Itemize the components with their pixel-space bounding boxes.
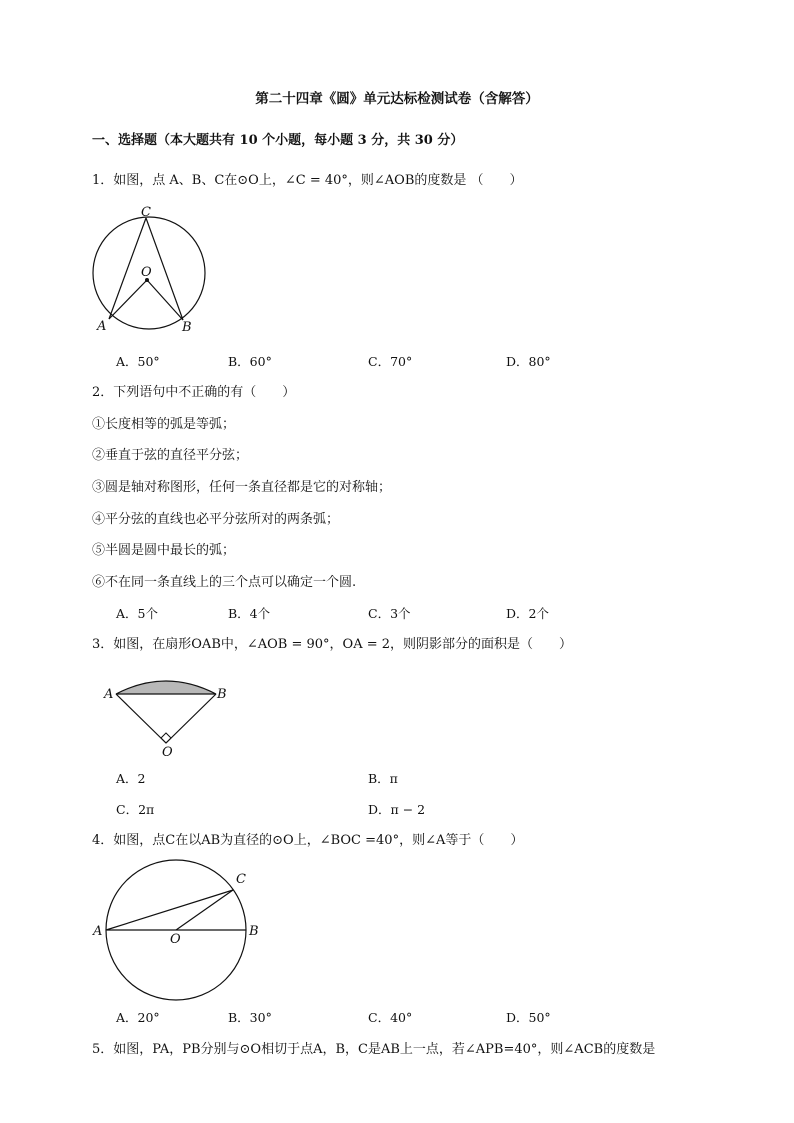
question-1-figure bbox=[85, 205, 215, 340]
q2-statement-6: ⑥不在同一条直线上的三个点可以确定一个圆. bbox=[92, 575, 357, 590]
q1-label-b: B bbox=[182, 320, 192, 335]
q2-option-c[interactable]: C．3个 bbox=[368, 606, 411, 621]
q4-label-b: B bbox=[249, 924, 259, 939]
question-1-text: 1．如图，点 A、B、C在⊙O上，∠C = 40°，则∠AOB的度数是 （ ） bbox=[92, 173, 523, 188]
q4-option-d[interactable]: D．50° bbox=[506, 1010, 551, 1025]
q4-label-c: C bbox=[236, 872, 246, 887]
q3-option-a[interactable]: A．2 bbox=[116, 771, 146, 786]
q1-option-d[interactable]: D．80° bbox=[506, 354, 551, 369]
q1-radius-ob bbox=[147, 280, 183, 320]
question-3-figure bbox=[100, 670, 240, 760]
question-3-text: 3．如图，在扇形OAB中，∠AOB = 90°，OA = 2，则阴影部分的面积是（ ） bbox=[92, 637, 573, 652]
question-4-figure bbox=[90, 860, 270, 1010]
q4-radius-oc bbox=[176, 890, 233, 930]
q1-radius-oa bbox=[109, 280, 147, 319]
q3-option-d[interactable]: D．π − 2 bbox=[368, 802, 426, 817]
q3-radius-ob bbox=[166, 694, 216, 743]
section-header: 一、选择题（本大题共有 10 个小题，每小题 3 分，共 30 分） bbox=[92, 133, 464, 148]
q2-statement-3: ③圆是轴对称图形，任何一条直径都是它的对称轴； bbox=[92, 480, 392, 495]
q1-option-a[interactable]: A．50° bbox=[116, 354, 160, 369]
q2-statement-1: ①长度相等的弧是等弧； bbox=[92, 417, 236, 432]
q4-option-a[interactable]: A．20° bbox=[116, 1010, 160, 1025]
q4-option-b[interactable]: B．30° bbox=[228, 1010, 272, 1025]
q3-label-b: B bbox=[217, 687, 227, 702]
page-title: 第二十四章《圆》单元达标检测试卷（含解答） bbox=[255, 91, 539, 107]
q2-option-a[interactable]: A．5个 bbox=[116, 606, 158, 621]
q2-statement-4: ④平分弦的直线也必平分弦所对的两条弧； bbox=[92, 512, 340, 527]
q3-right-angle-mark bbox=[161, 733, 171, 743]
question-2-text: 2．下列语句中不正确的有（ ） bbox=[92, 385, 296, 400]
q3-shaded-segment bbox=[116, 681, 216, 694]
q3-label-a: A bbox=[104, 687, 114, 702]
q2-option-d[interactable]: D．2个 bbox=[506, 606, 549, 621]
q2-statement-2: ②垂直于弦的直径平分弦； bbox=[92, 448, 249, 463]
q3-label-o: O bbox=[162, 745, 173, 760]
q4-label-a: A bbox=[93, 924, 103, 939]
q1-option-c[interactable]: C．70° bbox=[368, 354, 413, 369]
q4-chord-ac bbox=[106, 890, 233, 930]
question-5-text: 5．如图，PA，PB分别与⊙O相切于点A，B，C是AB上一点，若∠APB=40°，则∠ACB的度数是 bbox=[92, 1042, 656, 1057]
q4-option-c[interactable]: C．40° bbox=[368, 1010, 413, 1025]
q1-option-b[interactable]: B．60° bbox=[228, 354, 272, 369]
q1-label-o: O bbox=[141, 265, 152, 280]
q2-statement-5: ⑤半圆是圆中最长的弧； bbox=[92, 543, 236, 558]
q1-label-a: A bbox=[97, 319, 107, 334]
question-4-text: 4．如图，点C在以AB为直径的⊙O上，∠BOC =40°，则∠A等于（ ） bbox=[92, 833, 524, 848]
q3-radius-oa bbox=[116, 694, 166, 743]
q1-label-c: C bbox=[141, 205, 151, 220]
q4-label-o: O bbox=[170, 932, 181, 947]
q3-option-b[interactable]: B．π bbox=[368, 771, 398, 786]
q3-option-c[interactable]: C．2π bbox=[116, 802, 155, 817]
q2-option-b[interactable]: B．4个 bbox=[228, 606, 271, 621]
